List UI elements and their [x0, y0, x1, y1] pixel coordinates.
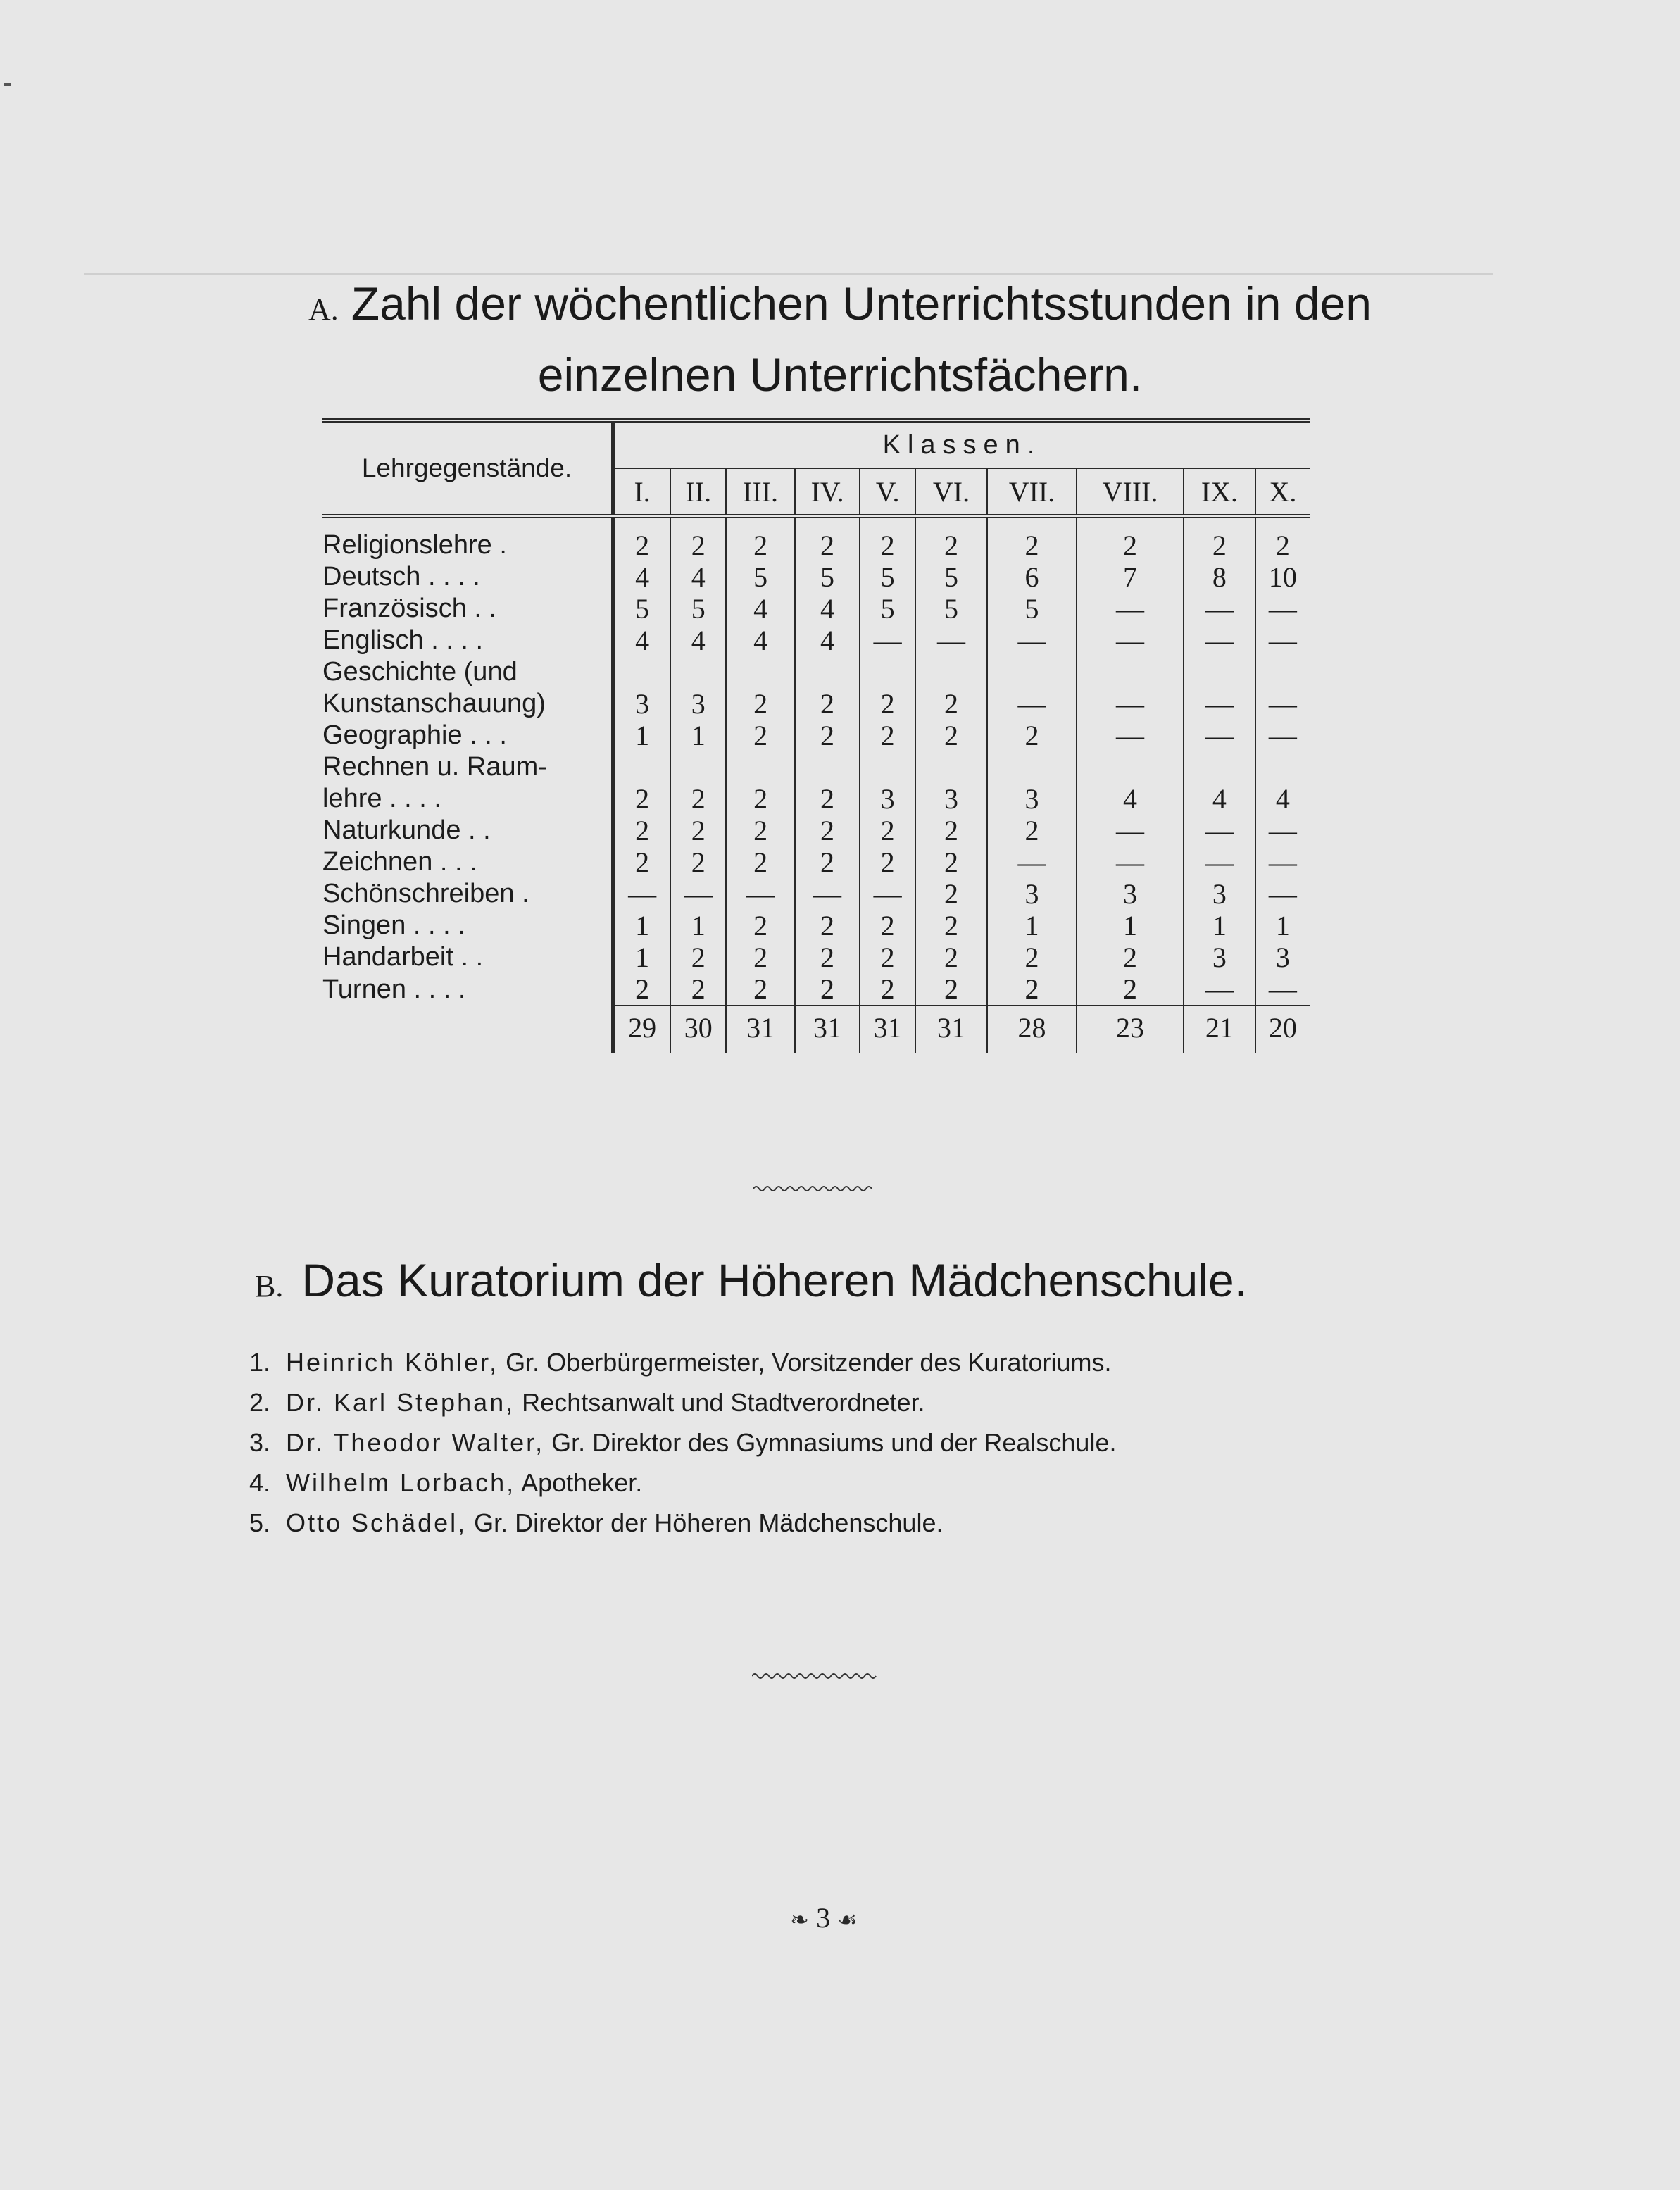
table-row: [322, 815, 1310, 846]
table-row: [322, 751, 1310, 783]
hours-cell: 5: [860, 593, 915, 625]
hours-cell: 2: [613, 516, 671, 561]
hours-cell: 5: [613, 593, 671, 625]
hours-cell: —: [1077, 625, 1184, 656]
hours-cell: 2: [795, 783, 860, 815]
hours-cell: 2: [1275, 530, 1290, 561]
hours-cell: 3: [1275, 941, 1290, 973]
hours-cell: 2: [860, 941, 915, 973]
table-row: [322, 783, 1310, 815]
hours-cell: 5: [726, 561, 795, 593]
hours-cell: 3: [670, 688, 726, 720]
class-header: III.: [726, 468, 795, 516]
hours-cell: [613, 751, 671, 783]
list-item: [249, 1422, 1116, 1463]
hours-cell: 2: [915, 973, 987, 1006]
hours-cell: [1184, 751, 1255, 783]
total-cell: 31: [915, 1006, 987, 1053]
hours-cell: 2: [726, 973, 795, 1006]
hours-cell: —: [1184, 846, 1255, 878]
hours-cell: 2: [726, 688, 795, 720]
hours-cell: 10: [1268, 561, 1297, 593]
hours-cell: 2: [860, 815, 915, 846]
total-cell: 31: [726, 1006, 795, 1053]
subject-label: Religionslehre .: [322, 516, 613, 561]
hours-cell: 4: [726, 593, 795, 625]
list-item: [249, 1463, 1116, 1503]
subject-label: Naturkunde . .: [322, 815, 613, 846]
subject-label: Singen . . . .: [322, 910, 613, 941]
separator-ornament: [753, 1183, 873, 1194]
hours-cell: 5: [987, 593, 1077, 625]
hours-cell: 2: [915, 516, 987, 561]
hours-cell: 4: [613, 561, 671, 593]
table-row: [322, 688, 1310, 720]
hours-cell: 2: [1077, 516, 1184, 561]
hours-cell: 2: [670, 815, 726, 846]
hours-cell: 4: [670, 625, 726, 656]
section-a-title-line2: einzelnen Unterrichtsfächern.: [537, 349, 1143, 401]
hours-cell: —: [1184, 815, 1255, 846]
hours-cell: 2: [670, 516, 726, 561]
hours-cell: [670, 656, 726, 688]
hours-cell: [1077, 656, 1184, 688]
hours-cell: 2: [613, 973, 671, 1006]
member-role: Rechtsanwalt und Stadtverordneter.: [522, 1388, 925, 1417]
class-header: IV.: [795, 468, 860, 516]
table-header-row: [322, 420, 1310, 468]
hours-cell: [1255, 656, 1310, 688]
hours-cell: [726, 656, 795, 688]
hours-cell: 1: [670, 720, 726, 751]
hours-cell: 2: [915, 846, 987, 878]
section-b-title: [255, 1253, 1247, 1307]
hours-cell: 2: [670, 941, 726, 973]
member-number: 5.: [249, 1508, 271, 1537]
hours-cell: 1: [613, 720, 671, 751]
hours-cell: 2: [1184, 516, 1255, 561]
hours-cell: —: [726, 878, 795, 910]
hours-cell: 4: [1275, 783, 1290, 815]
hours-cell: —: [1077, 593, 1184, 625]
member-name: Otto Schädel,: [286, 1508, 468, 1537]
hours-cell: 2: [860, 720, 915, 751]
hours-cell: 2: [795, 910, 860, 941]
hours-cell: 3: [915, 783, 987, 815]
hours-cell: 2: [987, 720, 1077, 751]
table-row: [322, 561, 1310, 593]
hours-cell: —: [613, 878, 671, 910]
flourish-left-icon: ❧: [790, 1907, 810, 1932]
hours-cell: [1077, 751, 1184, 783]
hours-cell: 2: [915, 910, 987, 941]
hours-cell: 2: [726, 941, 795, 973]
hours-cell: —: [1268, 688, 1297, 720]
hours-cell: —: [795, 878, 860, 910]
hours-cell: —: [670, 878, 726, 910]
class-header: V.: [860, 468, 915, 516]
subject-label: Rechnen u. Raum-: [322, 751, 613, 783]
section-a-letter: A.: [308, 292, 339, 327]
weekly-hours-table: [322, 418, 1310, 1053]
hours-cell: [860, 751, 915, 783]
subject-label: Geschichte (und: [322, 656, 613, 688]
hours-cell: —: [860, 878, 915, 910]
total-cell: 31: [860, 1006, 915, 1053]
total-cell: 28: [987, 1006, 1077, 1053]
hours-cell: 3: [860, 783, 915, 815]
hours-cell: 3: [613, 688, 671, 720]
hours-cell: 2: [860, 910, 915, 941]
hours-cell: —: [1077, 846, 1184, 878]
class-header: VI.: [915, 468, 987, 516]
hours-cell: 2: [795, 688, 860, 720]
hours-cell: 1: [613, 910, 671, 941]
hours-cell: 2: [987, 973, 1077, 1006]
hours-cell: 2: [860, 973, 915, 1006]
hours-cell: —: [1268, 625, 1297, 656]
hours-cell: 2: [726, 910, 795, 941]
total-cell: 23: [1077, 1006, 1184, 1053]
hours-cell: —: [1077, 815, 1184, 846]
hours-cell: 4: [1077, 783, 1184, 815]
subject-label: lehre . . . .: [322, 783, 613, 815]
page-number: [746, 1901, 901, 1934]
section-a-title-line1: Zahl der wöchentlichen Unterrichtsstunden in den: [351, 277, 1372, 330]
table-row: [322, 910, 1310, 941]
subject-label: Deutsch . . . .: [322, 561, 613, 593]
total-cell: 29: [613, 1006, 671, 1053]
subject-label: Zeichnen . . .: [322, 846, 613, 878]
hours-cell: 2: [987, 516, 1077, 561]
hours-cell: 4: [1184, 783, 1255, 815]
subject-label: Englisch . . . .: [322, 625, 613, 656]
subject-label: Geographie . . .: [322, 720, 613, 751]
member-role: Gr. Oberbürgermeister, Vorsitzender des Kuratoriums.: [506, 1348, 1112, 1377]
hours-cell: —: [987, 625, 1077, 656]
table-row: [322, 516, 1310, 561]
hours-cell: 5: [915, 561, 987, 593]
hours-cell: [915, 751, 987, 783]
class-header: X.: [1255, 468, 1310, 516]
hours-cell: 4: [795, 625, 860, 656]
hours-cell: 2: [795, 720, 860, 751]
hours-cell: [795, 656, 860, 688]
hours-cell: 2: [915, 688, 987, 720]
hours-cell: —: [1268, 815, 1297, 846]
section-b-letter: B.: [255, 1269, 284, 1303]
hours-cell: —: [1184, 688, 1255, 720]
member-number: 4.: [249, 1468, 271, 1497]
scan-mark: [4, 83, 11, 86]
hours-cell: 2: [915, 878, 987, 910]
hours-cell: [1255, 751, 1310, 783]
hours-cell: [987, 656, 1077, 688]
separator-ornament: [752, 1670, 879, 1682]
subject-label: Kunstanschauung): [322, 688, 613, 720]
hours-cell: —: [1268, 878, 1297, 910]
total-cell: 30: [670, 1006, 726, 1053]
member-role: Gr. Direktor der Höheren Mädchenschule.: [474, 1508, 944, 1537]
hours-cell: 2: [1077, 941, 1184, 973]
total-cell: 31: [795, 1006, 860, 1053]
totals-row: [322, 1006, 1310, 1053]
member-number: 1.: [249, 1348, 271, 1377]
class-header: VIII.: [1077, 468, 1184, 516]
hours-cell: 2: [726, 720, 795, 751]
hours-cell: —: [1268, 846, 1297, 878]
total-cell: 20: [1255, 1006, 1310, 1053]
hours-cell: [860, 656, 915, 688]
hours-cell: —: [1184, 973, 1255, 1006]
hours-cell: —: [860, 625, 915, 656]
hours-cell: 4: [726, 625, 795, 656]
hours-cell: 2: [987, 941, 1077, 973]
hours-cell: 1: [1184, 910, 1255, 941]
hours-cell: 5: [670, 593, 726, 625]
totals-label-cell: [322, 1006, 613, 1053]
hours-cell: 2: [795, 846, 860, 878]
hours-cell: 7: [1077, 561, 1184, 593]
hours-cell: [726, 751, 795, 783]
hours-cell: 1: [1077, 910, 1184, 941]
member-name: Heinrich Köhler,: [286, 1348, 499, 1377]
total-cell: 21: [1184, 1006, 1255, 1053]
hours-cell: 5: [915, 593, 987, 625]
hours-cell: [795, 751, 860, 783]
flourish-right-icon: ☙: [837, 1907, 858, 1932]
hours-cell: —: [1268, 593, 1297, 625]
hours-cell: 2: [795, 815, 860, 846]
hours-cell: 3: [1184, 941, 1255, 973]
hours-cell: 1: [613, 941, 671, 973]
table-row: [322, 625, 1310, 656]
subject-label: Französisch . .: [322, 593, 613, 625]
subject-label: Turnen . . . .: [322, 973, 613, 1006]
table-row: [322, 941, 1310, 973]
subject-label: Schönschreiben .: [322, 878, 613, 910]
hours-cell: —: [1077, 688, 1184, 720]
subject-column-header: Lehrgegenstände.: [322, 420, 613, 516]
hours-cell: 2: [726, 846, 795, 878]
hours-cell: —: [987, 688, 1077, 720]
class-header: II.: [670, 468, 726, 516]
hours-cell: 1: [987, 910, 1077, 941]
section-a-title: [0, 271, 1680, 407]
hours-cell: 1: [1275, 910, 1290, 941]
subject-label: Handarbeit . .: [322, 941, 613, 973]
classes-group-header: Klassen.: [613, 420, 1310, 468]
hours-cell: 3: [1077, 878, 1184, 910]
hours-cell: 5: [860, 561, 915, 593]
class-header: VII.: [987, 468, 1077, 516]
hours-cell: 2: [670, 783, 726, 815]
hours-cell: 8: [1184, 561, 1255, 593]
hours-cell: 2: [1077, 973, 1184, 1006]
class-header: I.: [613, 468, 671, 516]
hours-cell: —: [915, 625, 987, 656]
table-body: [322, 516, 1310, 1053]
hours-cell: —: [1268, 720, 1297, 751]
list-item: [249, 1382, 1116, 1422]
hours-cell: [613, 656, 671, 688]
hours-cell: 1: [670, 910, 726, 941]
hours-cell: 2: [860, 846, 915, 878]
member-role: Apotheker.: [521, 1468, 643, 1497]
table-row: [322, 846, 1310, 878]
list-item: [249, 1342, 1116, 1382]
hours-cell: 2: [613, 846, 671, 878]
hours-cell: 5: [795, 561, 860, 593]
member-name: Dr. Karl Stephan,: [286, 1388, 515, 1417]
hours-cell: 2: [795, 516, 860, 561]
class-header: IX.: [1184, 468, 1255, 516]
hours-cell: 2: [915, 815, 987, 846]
hours-cell: —: [1268, 973, 1297, 1005]
table-row: [322, 656, 1310, 688]
hours-cell: 4: [795, 593, 860, 625]
hours-cell: 2: [860, 516, 915, 561]
hours-cell: 4: [670, 561, 726, 593]
table-row: [322, 593, 1310, 625]
hours-cell: 2: [915, 720, 987, 751]
hours-cell: 3: [987, 783, 1077, 815]
hours-cell: —: [1077, 720, 1184, 751]
hours-cell: —: [1184, 720, 1255, 751]
hours-cell: 2: [613, 815, 671, 846]
hours-cell: 2: [613, 783, 671, 815]
list-item: [249, 1503, 1116, 1543]
hours-cell: 2: [670, 973, 726, 1006]
hours-cell: [1184, 656, 1255, 688]
hours-cell: 3: [987, 878, 1077, 910]
hours-cell: 2: [795, 941, 860, 973]
table-row: [322, 973, 1310, 1006]
hours-cell: [670, 751, 726, 783]
member-name: Dr. Theodor Walter,: [286, 1428, 545, 1457]
table-row: [322, 720, 1310, 751]
hours-cell: 2: [987, 815, 1077, 846]
member-number: 2.: [249, 1388, 271, 1417]
hours-cell: 2: [915, 941, 987, 973]
hours-cell: 2: [795, 973, 860, 1006]
hours-cell: —: [987, 846, 1077, 878]
hours-cell: —: [1184, 625, 1255, 656]
member-name: Wilhelm Lorbach,: [286, 1468, 516, 1497]
board-member-list: [249, 1342, 1116, 1543]
hours-cell: 4: [613, 625, 671, 656]
section-b-title-text: Das Kuratorium der Höheren Mädchenschule.: [301, 1254, 1248, 1306]
member-number: 3.: [249, 1428, 271, 1457]
hours-cell: 2: [670, 846, 726, 878]
member-role: Gr. Direktor des Gymnasiums und der Realschule.: [551, 1428, 1117, 1457]
hours-cell: 3: [1184, 878, 1255, 910]
hours-cell: 2: [726, 516, 795, 561]
hours-cell: 2: [860, 688, 915, 720]
hours-cell: —: [1184, 593, 1255, 625]
hours-cell: 2: [726, 783, 795, 815]
table-row: [322, 878, 1310, 910]
hours-cell: [915, 656, 987, 688]
hours-cell: 6: [987, 561, 1077, 593]
page-number-text: 3: [816, 1902, 831, 1934]
hours-cell: 2: [726, 815, 795, 846]
hours-cell: [987, 751, 1077, 783]
